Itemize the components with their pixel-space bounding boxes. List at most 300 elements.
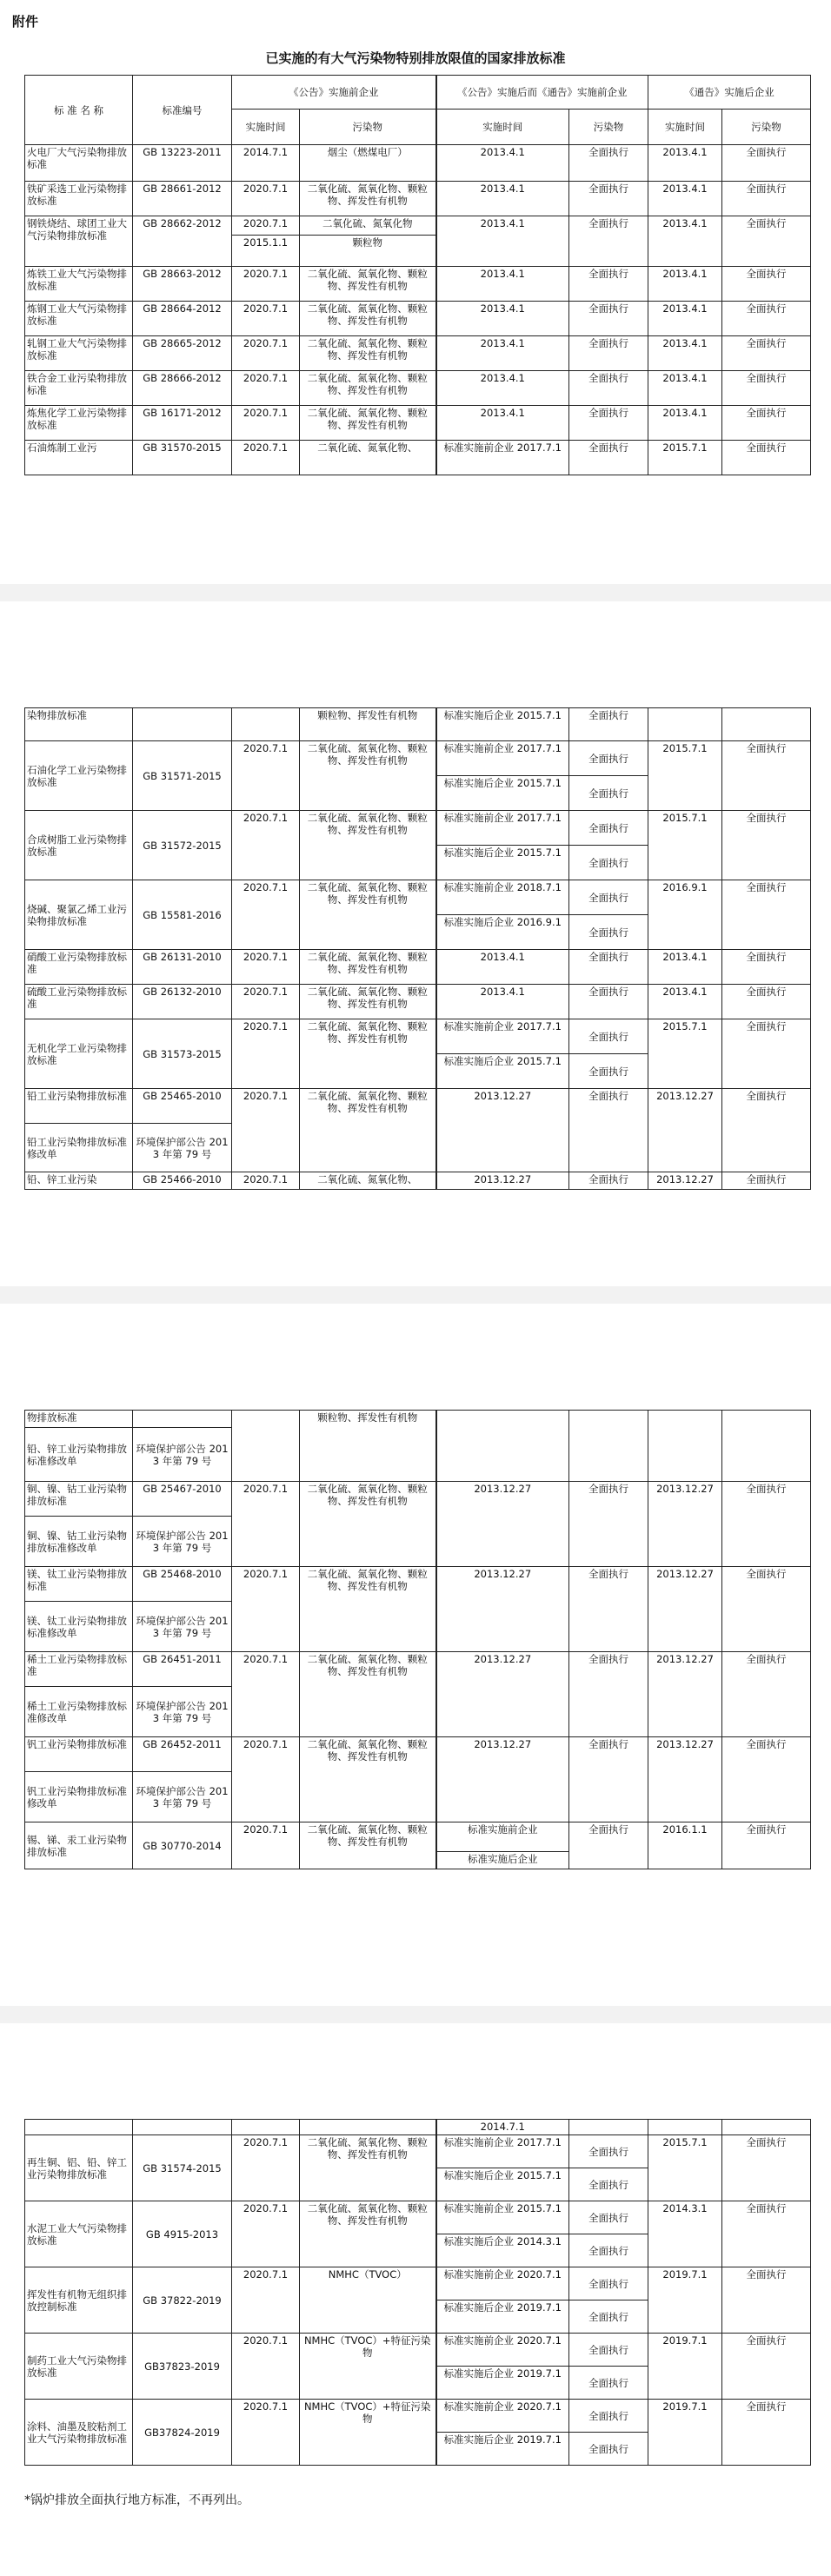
standard-name: 钒工业污染物排放标准修改单	[25, 1772, 133, 1822]
pollutant-before: 二氧化硫、氮氧化物、颗粒物、挥发性有机物	[300, 1019, 436, 1089]
time-before: 2020.7.1	[232, 2334, 300, 2400]
time-between: 标准实施后企业 2015.7.1	[436, 708, 569, 741]
standard-code	[133, 2120, 232, 2135]
time-between: 标准实施后企业 2015.7.1	[436, 1054, 569, 1089]
time-between: 2013.12.27	[436, 1482, 569, 1567]
pollutant-before: 二氧化硫、氮氧化物、颗粒物、挥发性有机物	[300, 302, 436, 336]
time-between: 2013.12.27	[436, 1737, 569, 1822]
document-page-2	[0, 601, 831, 1286]
time-between: 标准实施后企业 2014.3.1	[436, 2234, 569, 2267]
time-between: 标准实施前企业 2017.7.1	[436, 811, 569, 846]
time-between: 2013.4.1	[436, 216, 569, 267]
time-before: 2020.7.1	[232, 371, 300, 406]
pollutant-before: 二氧化硫、氮氧化物、颗粒物、挥发性有机物	[300, 1822, 436, 1869]
time-after: 2013.12.27	[648, 1172, 722, 1190]
pollutant-between: 全面执行	[569, 776, 648, 811]
standard-code: GB 31572-2015	[133, 811, 232, 880]
pollutant-between: 全面执行	[569, 950, 648, 985]
pollutant-between: 全面执行	[569, 1822, 648, 1869]
standard-name: 石油化学工业污染物排放标准	[25, 741, 133, 811]
pollutant-after: 全面执行	[722, 336, 811, 371]
time-after: 2015.7.1	[648, 1019, 722, 1089]
pollutant-between: 全面执行	[569, 1737, 648, 1822]
pollutant-after: 全面执行	[722, 1567, 811, 1652]
time-between: 2013.12.27	[436, 1089, 569, 1172]
table-row	[25, 1019, 811, 1054]
standard-code: GB 30770-2014	[133, 1822, 232, 1869]
table-row	[25, 1737, 811, 1772]
pollutant-after: 全面执行	[722, 216, 811, 267]
table-row	[25, 1822, 811, 1852]
table-row	[25, 2120, 811, 2135]
standard-code: 环境保护部公告 2013 年第 79 号	[133, 1124, 232, 1172]
standard-name: 烧碱、聚氯乙烯工业污染物排放标准	[25, 880, 133, 950]
standard-name: 炼铁工业大气污染物排放标准	[25, 267, 133, 302]
time-between: 标准实施前企业 2018.7.1	[436, 880, 569, 915]
table-row	[25, 145, 811, 182]
pollutant-after: 全面执行	[722, 1172, 811, 1190]
pollutant-after: 全面执行	[722, 302, 811, 336]
standard-code: 环境保护部公告 2013 年第 79 号	[133, 1772, 232, 1822]
standard-code	[133, 708, 232, 741]
standard-name: 铅工业污染物排放标准	[25, 1089, 133, 1124]
table-row	[25, 1411, 811, 1428]
standard-name: 水泥工业大气污染物排放标准	[25, 2201, 133, 2267]
standard-name: 铜、镍、钴工业污染物排放标准修改单	[25, 1517, 133, 1567]
time-before: 2020.7.1	[232, 2267, 300, 2334]
pollutant-after	[722, 1411, 811, 1482]
time-before: 2020.7.1	[232, 441, 300, 475]
time-between: 标准实施后企业 2019.7.1	[436, 2433, 569, 2466]
time-between: 标准实施前企业 2017.7.1	[436, 441, 569, 475]
pollutant-between: 全面执行	[569, 182, 648, 216]
pollutant-between: 全面执行	[569, 1019, 648, 1054]
time-after: 2013.12.27	[648, 1482, 722, 1567]
table-row	[25, 371, 811, 406]
table-row	[25, 880, 811, 915]
pollutant-after	[722, 2120, 811, 2135]
standard-name: 锡、锑、汞工业污染物排放标准	[25, 1822, 133, 1869]
header-time-2: 实施时间	[436, 110, 569, 145]
time-between: 标准实施前企业 2017.7.1	[436, 1019, 569, 1054]
pollutant-before: 颗粒物	[300, 236, 436, 267]
time-between: 2013.12.27	[436, 1652, 569, 1737]
standard-name: 染物排放标准	[25, 708, 133, 741]
time-before: 2020.7.1	[232, 880, 300, 950]
time-before: 2020.7.1	[232, 1482, 300, 1567]
time-after: 2015.7.1	[648, 741, 722, 811]
standards-table-page-1	[24, 75, 811, 475]
time-between: 2013.12.27	[436, 1172, 569, 1190]
pollutant-after: 全面执行	[722, 441, 811, 475]
time-between: 标准实施后企业 2019.7.1	[436, 2367, 569, 2400]
standard-name: 铜、镍、钴工业污染物排放标准	[25, 1482, 133, 1517]
standard-code: GB 25468-2010	[133, 1567, 232, 1602]
time-after: 2013.4.1	[648, 371, 722, 406]
standards-table-page-2	[24, 707, 811, 1190]
standard-code: 环境保护部公告 2013 年第 79 号	[133, 1428, 232, 1482]
time-after: 2013.4.1	[648, 267, 722, 302]
standard-code: GB 25467-2010	[133, 1482, 232, 1517]
time-between: 2013.4.1	[436, 145, 569, 182]
time-before: 2020.7.1	[232, 2135, 300, 2201]
pollutant-before: 二氧化硫、氮氧化物、颗粒物、挥发性有机物	[300, 1652, 436, 1737]
header-group-before-notice: 《公告》实施前企业	[232, 76, 436, 110]
document-page-1	[0, 0, 831, 584]
pollutant-between: 全面执行	[569, 1054, 648, 1089]
time-after: 2013.4.1	[648, 950, 722, 985]
pollutant-between: 全面执行	[569, 406, 648, 441]
pollutant-before: 二氧化硫、氮氧化物、颗粒物、挥发性有机物	[300, 1737, 436, 1822]
time-between: 标准实施后企业 2015.7.1	[436, 2168, 569, 2201]
pollutant-after: 全面执行	[722, 950, 811, 985]
pollutant-between: 全面执行	[569, 1482, 648, 1567]
time-between: 标准实施前企业 2015.7.1	[436, 2201, 569, 2234]
standard-code: GB 26131-2010	[133, 950, 232, 985]
time-between: 标准实施后企业 2019.7.1	[436, 2300, 569, 2334]
pollutant-between: 全面执行	[569, 216, 648, 267]
time-before: 2020.7.1	[232, 1822, 300, 1869]
standard-code: 环境保护部公告 2013 年第 79 号	[133, 1517, 232, 1567]
pollutant-after: 全面执行	[722, 2334, 811, 2400]
pollutant-after: 全面执行	[722, 2267, 811, 2334]
time-before: 2020.7.1	[232, 267, 300, 302]
pollutant-between: 全面执行	[569, 915, 648, 950]
time-between: 2014.7.1	[436, 2120, 569, 2135]
pollutant-after: 全面执行	[722, 1652, 811, 1737]
standards-table-page-3	[24, 1410, 811, 1869]
standard-name: 铁矿采选工业污染物排放标准	[25, 182, 133, 216]
time-after	[648, 708, 722, 741]
pollutant-between	[569, 2120, 648, 2135]
standards-table-page-4	[24, 2119, 811, 2466]
pollutant-between: 全面执行	[569, 2300, 648, 2334]
standard-name: 炼钢工业大气污染物排放标准	[25, 302, 133, 336]
pollutant-between: 全面执行	[569, 2400, 648, 2433]
pollutant-between: 全面执行	[569, 371, 648, 406]
time-between: 标准实施后企业	[436, 1852, 569, 1869]
pollutant-after: 全面执行	[722, 406, 811, 441]
standard-code: GB 28663-2012	[133, 267, 232, 302]
standard-name: 物排放标准	[25, 1411, 133, 1428]
pollutant-between: 全面执行	[569, 1652, 648, 1737]
standard-code: GB 31573-2015	[133, 1019, 232, 1089]
time-between: 标准实施前企业 2017.7.1	[436, 2135, 569, 2168]
document-page-3	[0, 1304, 831, 2006]
pollutant-after: 全面执行	[722, 985, 811, 1019]
pollutant-after: 全面执行	[722, 2135, 811, 2201]
standard-name: 铅、锌工业污染	[25, 1172, 133, 1190]
time-before: 2020.7.1	[232, 741, 300, 811]
time-between: 标准实施前企业 2020.7.1	[436, 2334, 569, 2367]
pollutant-between: 全面执行	[569, 441, 648, 475]
pollutant-before: NMHC（TVOC）+特征污染物	[300, 2334, 436, 2400]
standard-name: 铁合金工业污染物排放标准	[25, 371, 133, 406]
time-between: 标准实施前企业 2017.7.1	[436, 741, 569, 776]
header-pollutant-2: 污染物	[569, 110, 648, 145]
table-row	[25, 216, 811, 236]
attachment-label: 附件	[12, 14, 39, 30]
standard-code: GB 28662-2012	[133, 216, 232, 267]
standard-name: 石油炼制工业污	[25, 441, 133, 475]
pollutant-between: 全面执行	[569, 2201, 648, 2234]
time-between	[436, 1411, 569, 1482]
pollutant-between: 全面执行	[569, 985, 648, 1019]
table-row	[25, 1652, 811, 1687]
pollutant-before: NMHC（TVOC）	[300, 2267, 436, 2334]
time-before: 2015.1.1	[232, 236, 300, 267]
time-between: 2013.4.1	[436, 267, 569, 302]
pollutant-between: 全面执行	[569, 880, 648, 915]
pollutant-before: 二氧化硫、氮氧化物、颗粒物、挥发性有机物	[300, 1089, 436, 1172]
pollutant-before: 二氧化硫、氮氧化物、颗粒物、挥发性有机物	[300, 1482, 436, 1567]
pollutant-between: 全面执行	[569, 1089, 648, 1172]
pollutant-before: 二氧化硫、氮氧化物、颗粒物、挥发性有机物	[300, 371, 436, 406]
standard-code: GB 28661-2012	[133, 182, 232, 216]
time-after: 2013.12.27	[648, 1567, 722, 1652]
pollutant-between: 全面执行	[569, 336, 648, 371]
time-after: 2015.7.1	[648, 441, 722, 475]
standard-code: GB 16171-2012	[133, 406, 232, 441]
time-before: 2020.7.1	[232, 216, 300, 236]
pollutant-before: 二氧化硫、氮氧化物、颗粒物、挥发性有机物	[300, 2135, 436, 2201]
time-after: 2013.4.1	[648, 145, 722, 182]
pollutant-before: 二氧化硫、氮氧化物、颗粒物、挥发性有机物	[300, 950, 436, 985]
standard-code: 环境保护部公告 2013 年第 79 号	[133, 1602, 232, 1652]
standard-name: 挥发性有机物无组织排放控制标准	[25, 2267, 133, 2334]
time-after: 2015.7.1	[648, 2135, 722, 2201]
standard-code: GB 28664-2012	[133, 302, 232, 336]
pollutant-before: 二氧化硫、氮氧化物、颗粒物、挥发性有机物	[300, 880, 436, 950]
standard-name: 轧钢工业大气污染物排放标准	[25, 336, 133, 371]
standard-name: 火电厂大气污染物排放标准	[25, 145, 133, 182]
time-before: 2020.7.1	[232, 1652, 300, 1737]
time-after	[648, 2120, 722, 2135]
time-after: 2013.12.27	[648, 1652, 722, 1737]
time-between: 标准实施后企业 2016.9.1	[436, 915, 569, 950]
pollutant-after: 全面执行	[722, 2400, 811, 2466]
time-before	[232, 708, 300, 741]
time-before: 2020.7.1	[232, 1089, 300, 1172]
pollutant-after: 全面执行	[722, 1089, 811, 1172]
time-before: 2014.7.1	[232, 145, 300, 182]
time-after: 2013.4.1	[648, 182, 722, 216]
pollutant-before: 二氧化硫、氮氧化物、颗粒物、挥发性有机物	[300, 267, 436, 302]
pollutant-between: 全面执行	[569, 2168, 648, 2201]
pollutant-before: NMHC（TVOC）+特征污染物	[300, 2400, 436, 2466]
pollutant-after: 全面执行	[722, 1482, 811, 1567]
pollutant-between: 全面执行	[569, 741, 648, 776]
time-after: 2013.4.1	[648, 406, 722, 441]
pollutant-after: 全面执行	[722, 1019, 811, 1089]
time-before: 2020.7.1	[232, 2201, 300, 2267]
standard-name: 铅、锌工业污染物排放标准修改单	[25, 1428, 133, 1482]
pollutant-after: 全面执行	[722, 2201, 811, 2267]
time-between: 2013.4.1	[436, 406, 569, 441]
time-between: 标准实施前企业 2020.7.1	[436, 2400, 569, 2433]
standard-code: GB 15581-2016	[133, 880, 232, 950]
pollutant-between	[569, 1411, 648, 1482]
standard-code: GB 31571-2015	[133, 741, 232, 811]
footnote: *锅炉排放全面执行地方标准，不再列出。	[24, 2493, 249, 2507]
table-row	[25, 182, 811, 216]
standard-code: GB 28665-2012	[133, 336, 232, 371]
standard-name: 镁、钛工业污染物排放标准修改单	[25, 1602, 133, 1652]
time-between: 标准实施前企业 2020.7.1	[436, 2267, 569, 2300]
standard-code: GB 31570-2015	[133, 441, 232, 475]
standard-code: GB 26132-2010	[133, 985, 232, 1019]
table-row	[25, 741, 811, 776]
table-row	[25, 811, 811, 846]
pollutant-between: 全面执行	[569, 708, 648, 741]
pollutant-before: 二氧化硫、氮氧化物、颗粒物、挥发性有机物	[300, 406, 436, 441]
time-between: 标准实施后企业 2015.7.1	[436, 846, 569, 880]
time-between: 2013.4.1	[436, 950, 569, 985]
time-after: 2019.7.1	[648, 2267, 722, 2334]
time-between: 2013.4.1	[436, 336, 569, 371]
document-page-4	[0, 2023, 831, 2576]
header-pollutant-3: 污染物	[722, 110, 811, 145]
standard-name: 合成树脂工业污染物排放标准	[25, 811, 133, 880]
time-before: 2020.7.1	[232, 1567, 300, 1652]
standard-name: 硫酸工业污染物排放标准	[25, 985, 133, 1019]
table-row	[25, 708, 811, 741]
standard-code: GB 26452-2011	[133, 1737, 232, 1772]
time-after: 2016.1.1	[648, 1822, 722, 1869]
time-after: 2019.7.1	[648, 2400, 722, 2466]
standard-code: GB37823-2019	[133, 2334, 232, 2400]
standard-code: 环境保护部公告 2013 年第 79 号	[133, 1687, 232, 1737]
time-after: 2013.4.1	[648, 302, 722, 336]
standard-code: GB 25465-2010	[133, 1089, 232, 1124]
pollutant-between: 全面执行	[569, 302, 648, 336]
time-before: 2020.7.1	[232, 2400, 300, 2466]
pollutant-before: 二氧化硫、氮氧化物、颗粒物、挥发性有机物	[300, 741, 436, 811]
standard-code: GB37824-2019	[133, 2400, 232, 2466]
pollutant-after: 全面执行	[722, 371, 811, 406]
pollutant-after: 全面执行	[722, 1737, 811, 1822]
standard-code: GB 31574-2015	[133, 2135, 232, 2201]
standard-code: GB 13223-2011	[133, 145, 232, 182]
standard-name: 再生铜、铝、铅、锌工业污染物排放标准	[25, 2135, 133, 2201]
pollutant-between: 全面执行	[569, 1567, 648, 1652]
time-after: 2013.4.1	[648, 336, 722, 371]
time-after: 2015.7.1	[648, 811, 722, 880]
header-pollutant-1: 污染物	[300, 110, 436, 145]
time-before: 2020.7.1	[232, 406, 300, 441]
standard-code: GB 28666-2012	[133, 371, 232, 406]
time-after: 2013.4.1	[648, 985, 722, 1019]
table-row	[25, 441, 811, 475]
pollutant-before: 二氧化硫、氮氧化物、	[300, 1172, 436, 1190]
time-between: 2013.4.1	[436, 302, 569, 336]
header-time-3: 实施时间	[648, 110, 722, 145]
standard-code: GB 4915-2013	[133, 2201, 232, 2267]
pollutant-before: 二氧化硫、氮氧化物、颗粒物、挥发性有机物	[300, 811, 436, 880]
pollutant-between: 全面执行	[569, 2334, 648, 2367]
time-before	[232, 1411, 300, 1482]
pollutant-between: 全面执行	[569, 2367, 648, 2400]
standard-name: 稀土工业污染物排放标准修改单	[25, 1687, 133, 1737]
time-between: 标准实施后企业 2015.7.1	[436, 776, 569, 811]
standard-name: 涂料、油墨及胶粘剂工业大气污染物排放标准	[25, 2400, 133, 2466]
table-row	[25, 950, 811, 985]
table-row	[25, 985, 811, 1019]
pollutant-between: 全面执行	[569, 2234, 648, 2267]
pollutant-after: 全面执行	[722, 741, 811, 811]
pollutant-before: 烟尘（燃煤电厂）	[300, 145, 436, 182]
table-row	[25, 1172, 811, 1190]
standard-name	[25, 2120, 133, 2135]
pollutant-before: 二氧化硫、氮氧化物、颗粒物、挥发性有机物	[300, 1567, 436, 1652]
table-row	[25, 406, 811, 441]
header-standard-code: 标准编号	[133, 76, 232, 145]
pollutant-after: 全面执行	[722, 145, 811, 182]
pollutant-before: 二氧化硫、氮氧化物	[300, 216, 436, 236]
standard-code: GB 26451-2011	[133, 1652, 232, 1687]
time-before: 2020.7.1	[232, 1172, 300, 1190]
document-title: 已实施的有大气污染物特别排放限值的国家排放标准	[265, 50, 566, 66]
standard-code: GB 37822-2019	[133, 2267, 232, 2334]
pollutant-after: 全面执行	[722, 182, 811, 216]
time-after: 2013.4.1	[648, 216, 722, 267]
time-before: 2020.7.1	[232, 950, 300, 985]
pollutant-after: 全面执行	[722, 811, 811, 880]
standard-name: 稀土工业污染物排放标准	[25, 1652, 133, 1687]
table-row	[25, 2135, 811, 2168]
time-after: 2019.7.1	[648, 2334, 722, 2400]
table-row	[25, 1089, 811, 1124]
standard-name: 钢铁烧结、球团工业大气污染物排放标准	[25, 216, 133, 267]
time-after: 2014.3.1	[648, 2201, 722, 2267]
time-after: 2016.9.1	[648, 880, 722, 950]
time-before: 2020.7.1	[232, 182, 300, 216]
standard-name: 炼焦化学工业污染物排放标准	[25, 406, 133, 441]
table-row	[25, 267, 811, 302]
pollutant-before: 颗粒物、挥发性有机物	[300, 708, 436, 741]
standard-name: 镁、钛工业污染物排放标准	[25, 1567, 133, 1602]
pollutant-after: 全面执行	[722, 267, 811, 302]
pollutant-between: 全面执行	[569, 2135, 648, 2168]
standard-name: 无机化学工业污染物排放标准	[25, 1019, 133, 1089]
time-between: 2013.4.1	[436, 985, 569, 1019]
pollutant-before: 二氧化硫、氮氧化物、颗粒物、挥发性有机物	[300, 182, 436, 216]
pollutant-between: 全面执行	[569, 811, 648, 846]
table-row	[25, 1567, 811, 1602]
table-row	[25, 2334, 811, 2367]
time-between: 标准实施前企业	[436, 1822, 569, 1852]
header-standard-name: 标 准 名 称	[25, 76, 133, 145]
table-row	[25, 302, 811, 336]
standard-code: GB 25466-2010	[133, 1172, 232, 1190]
standard-name: 硝酸工业污染物排放标准	[25, 950, 133, 985]
pollutant-between: 全面执行	[569, 145, 648, 182]
pollutant-after	[722, 708, 811, 741]
pollutant-between: 全面执行	[569, 846, 648, 880]
standard-code	[133, 1411, 232, 1428]
pollutant-before: 二氧化硫、氮氧化物、颗粒物、挥发性有机物	[300, 2201, 436, 2267]
table-row	[25, 2267, 811, 2300]
pollutant-between: 全面执行	[569, 1172, 648, 1190]
pollutant-between: 全面执行	[569, 2267, 648, 2300]
standard-name: 铅工业污染物排放标准修改单	[25, 1124, 133, 1172]
time-between: 2013.12.27	[436, 1567, 569, 1652]
standard-name: 钒工业污染物排放标准	[25, 1737, 133, 1772]
pollutant-before	[300, 2120, 436, 2135]
table-row	[25, 2201, 811, 2234]
pollutant-before: 二氧化硫、氮氧化物、颗粒物、挥发性有机物	[300, 336, 436, 371]
time-after: 2013.12.27	[648, 1089, 722, 1172]
